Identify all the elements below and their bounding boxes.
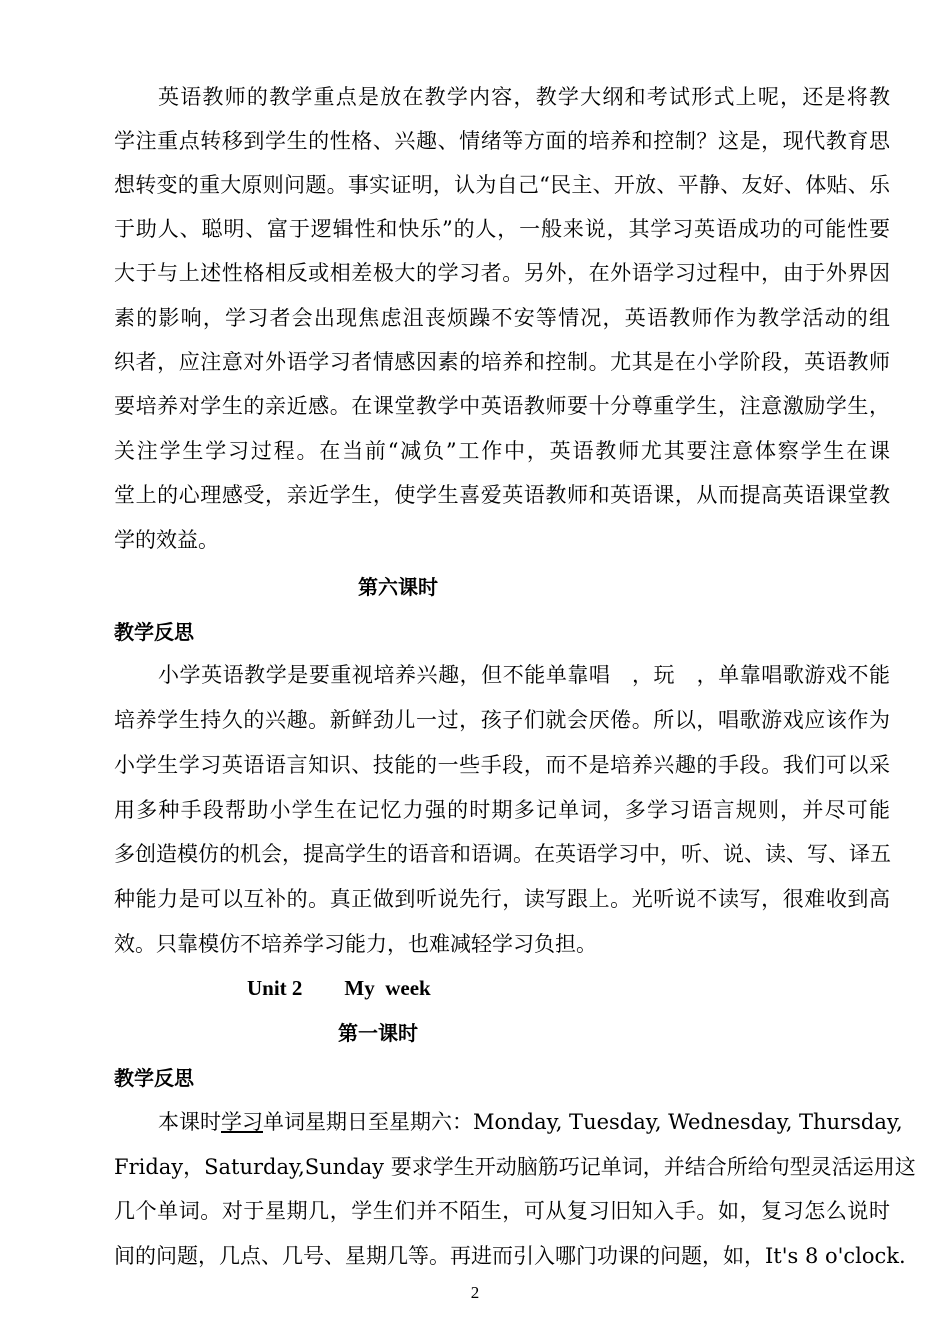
paragraph-line: 堂上的心理感受，亲近学生，使学生喜爱英语教师和英语课，从而提高英语课堂教 (114, 483, 890, 507)
paragraph-line: 学的效益。 (114, 528, 219, 552)
paragraph-line: 关注学生学习过程。在当前“减负”工作中，英语教师尤其要注意体察学生在课 (114, 439, 890, 463)
paragraph-line: 小学生学习英语语言知识、技能的一些手段，而不是培养兴趣的手段。我们可以采 (114, 753, 890, 777)
paragraph-line: 英语教师的教学重点是放在教学内容，教学大纲和考试形式上呢，还是将教 (158, 85, 890, 109)
paragraph-line: 大于与上述性格相反或相差极大的学习者。另外，在外语学习过程中，由于外界因 (114, 261, 890, 285)
paragraph-line: 几个单词。对于星期几，学生们并不陌生，可从复习旧知入手。如，复习怎么说时 (114, 1199, 890, 1223)
paragraph-line: 种能力是可以互补的。真正做到听说先行，读写跟上。光听说不读写，很难收到高 (114, 887, 890, 911)
paragraph-line: 用多种手段帮助小学生在记忆力强的时期多记单词，多学习语言规则，并尽可能 (114, 798, 890, 822)
page-number: 2 (470, 1283, 480, 1302)
section-heading: 教学反思 (114, 1066, 194, 1090)
underlined-text: 学习 (221, 1110, 263, 1134)
paragraph-line: Friday，Saturday,Sunday 要求学生开动脑筋巧记单词，并结合所给句型灵活运用这 (114, 1155, 916, 1179)
paragraph-line: 多创造模仿的机会，提高学生的语音和语调。在英语学习中，听、说、读、写、译五 (114, 842, 891, 866)
lesson-heading: 第一课时 (338, 1021, 418, 1045)
lesson-heading: 第六课时 (358, 575, 438, 599)
paragraph-line: 织者，应注意对外语学习者情感因素的培养和控制。尤其是在小学阶段，英语教师 (114, 350, 890, 374)
text-run: 本课时 (158, 1110, 221, 1134)
paragraph-line: 学注重点转移到学生的性格、兴趣、情绪等方面的培养和控制？这是，现代教育思 (114, 129, 890, 153)
paragraph-line (158, 1107, 903, 1137)
paragraph-line: 间的问题，几点、几号、星期几等。再进而引入哪门功课的问题，如，It's 8 o'clock. (114, 1244, 906, 1268)
section-heading: 教学反思 (114, 620, 194, 644)
unit-title: Unit 2 My week (247, 976, 431, 1000)
paragraph-line: 效。只靠模仿不培养学习能力，也难减轻学习负担。 (114, 932, 597, 956)
text-run: 单词星期日至星期六：Monday, Tuesday, Wednesday, Thursday, (263, 1110, 903, 1134)
paragraph-line: 于助人、聪明、富于逻辑性和快乐”的人，一般来说，其学习英语成功的可能性要 (114, 217, 890, 241)
paragraph-line: 小学英语教学是要重视培养兴趣，但不能单靠唱 ，玩 ，单靠唱歌游戏不能 (158, 663, 890, 687)
paragraph-line: 培养学生持久的兴趣。新鲜劲儿一过，孩子们就会厌倦。所以，唱歌游戏应该作为 (114, 708, 890, 732)
paragraph-line: 想转变的重大原则问题。事实证明，认为自己“民主、开放、平静、友好、体贴、乐 (114, 173, 890, 197)
paragraph-line: 素的影响，学习者会出现焦虑沮丧烦躁不安等情况，英语教师作为教学活动的组 (114, 306, 890, 330)
paragraph-line: 要培养对学生的亲近感。在课堂教学中英语教师要十分尊重学生，注意激励学生， (114, 394, 890, 418)
